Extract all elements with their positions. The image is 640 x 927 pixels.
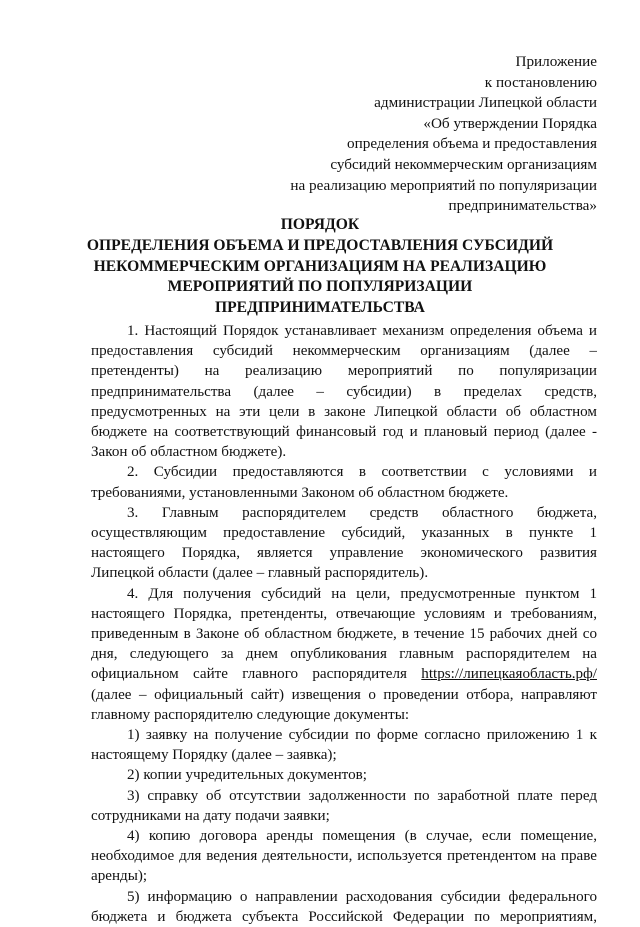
title-line: ПОРЯДОК: [280, 216, 360, 233]
text-line: главному распорядителю следующие документы:: [91, 706, 410, 723]
paragraph-3: [91, 503, 597, 584]
text-line: дня, следующего за днем опубликования главным распорядителем на: [91, 646, 597, 663]
title-line: ОПРЕДЕЛЕНИЯ ОБЪЕМА И ПРЕДОСТАВЛЕНИЯ СУБСИДИЙ: [86, 236, 554, 254]
title-line: НЕКОММЕРЧЕСКИМ ОРГАНИЗАЦИЯМ НА РЕАЛИЗАЦИЮ: [93, 257, 547, 275]
document-body: [91, 321, 597, 927]
appendix-header: [237, 52, 597, 217]
official-site-link[interactable]: https://липецкаяобласть.рф/: [421, 666, 597, 683]
text-line: 4. Для получения субсидий на цели, предусмотренные пунктом 1: [127, 585, 597, 602]
text-line: 1. Настоящий Порядок устанавливает механизм определения объема и: [127, 323, 597, 339]
appendix-line: администрации Липецкой области: [374, 94, 597, 112]
appendix-line: определения объема и предоставления: [347, 135, 597, 153]
text-line: необходимое для ведения деятельности, используется претендентом на праве: [91, 848, 597, 865]
text-line: 2. Субсидии предоставляются в соответствии с условиями и: [127, 464, 597, 481]
text-line: (далее – официальный сайт) извещения о проведении отбора, направляют: [91, 686, 597, 703]
text-line: настоящего Порядка, является управление экономического развития: [91, 545, 597, 562]
text-line: 2) копии учредительных документов;: [127, 767, 367, 784]
text-line: 4) копию договора аренды помещения (в случае, если помещение,: [127, 828, 597, 845]
text-segment: официальном сайте главного распорядителя: [91, 666, 407, 683]
paragraph-4: [91, 584, 597, 725]
text-line: требованиями, установленными Законом об областном бюджете.: [91, 484, 509, 501]
title-line: МЕРОПРИЯТИЙ ПО ПОПУЛЯРИЗАЦИИ: [167, 278, 473, 296]
text-line: Липецкой области (далее – главный распорядитель).: [91, 565, 429, 582]
text-line: 3) справку об отсутствии задолженности по заработной плате перед: [127, 787, 597, 804]
text-line: осуществляющим предоставление субсидий, указанных в пункте 1: [91, 525, 597, 542]
list-item-4: [91, 826, 597, 887]
text-line: настоящему Порядку (далее – заявка);: [91, 747, 337, 764]
text-line: 1) заявку на получение субсидии по форме согласно приложению 1 к: [127, 727, 597, 744]
text-line-with-link: [91, 664, 597, 684]
document-title: [62, 215, 578, 319]
text-line: предпринимательства (далее – субсидии) в пределах средств,: [91, 383, 597, 400]
text-line: 3. Главным распорядителем средств областного бюджета,: [127, 504, 597, 521]
text-line: предусмотренных на эти цели в законе Липецкой области об областном: [91, 403, 597, 420]
appendix-line: субсидий некоммерческим организациям: [330, 155, 597, 173]
list-item-1: [91, 725, 597, 765]
text-line: претенденты) на реализацию мероприятий по популяризации: [91, 363, 597, 380]
list-item-3: [91, 786, 597, 826]
text-line: Закон об областном бюджете).: [91, 444, 287, 461]
paragraph-2: [91, 462, 597, 502]
appendix-line: предпринимательства»: [448, 197, 597, 215]
appendix-line: на реализацию мероприятий по популяризации: [290, 176, 597, 194]
text-line: сотрудниками на дату подачи заявки;: [91, 807, 330, 824]
text-line: 5) информацию о направлении расходования субсидии федерального: [127, 888, 597, 905]
text-line: настоящего Порядка, претенденты, отвечающие условиям и требованиям,: [91, 605, 597, 622]
appendix-line: Приложение: [515, 53, 597, 70]
paragraph-1: [91, 321, 597, 462]
appendix-line: к постановлению: [484, 73, 597, 91]
text-line: бюджета и бюджета субъекта Российской Федерации по мероприятиям,: [91, 908, 597, 925]
list-item-5: [91, 887, 597, 927]
text-line: бюджете на соответствующий финансовый год и плановый период (далее -: [91, 424, 597, 441]
title-line: ПРЕДПРИНИМАТЕЛЬСТВА: [215, 299, 425, 317]
appendix-line: «Об утверждении Порядка: [423, 114, 597, 132]
text-line: предоставления субсидий некоммерческим организациям (далее –: [91, 343, 597, 360]
list-item-2: [91, 765, 597, 785]
text-line: аренды);: [91, 868, 148, 885]
text-line: приведенным в Законе об областном бюджете, в течение 15 рабочих дней со: [91, 626, 597, 643]
